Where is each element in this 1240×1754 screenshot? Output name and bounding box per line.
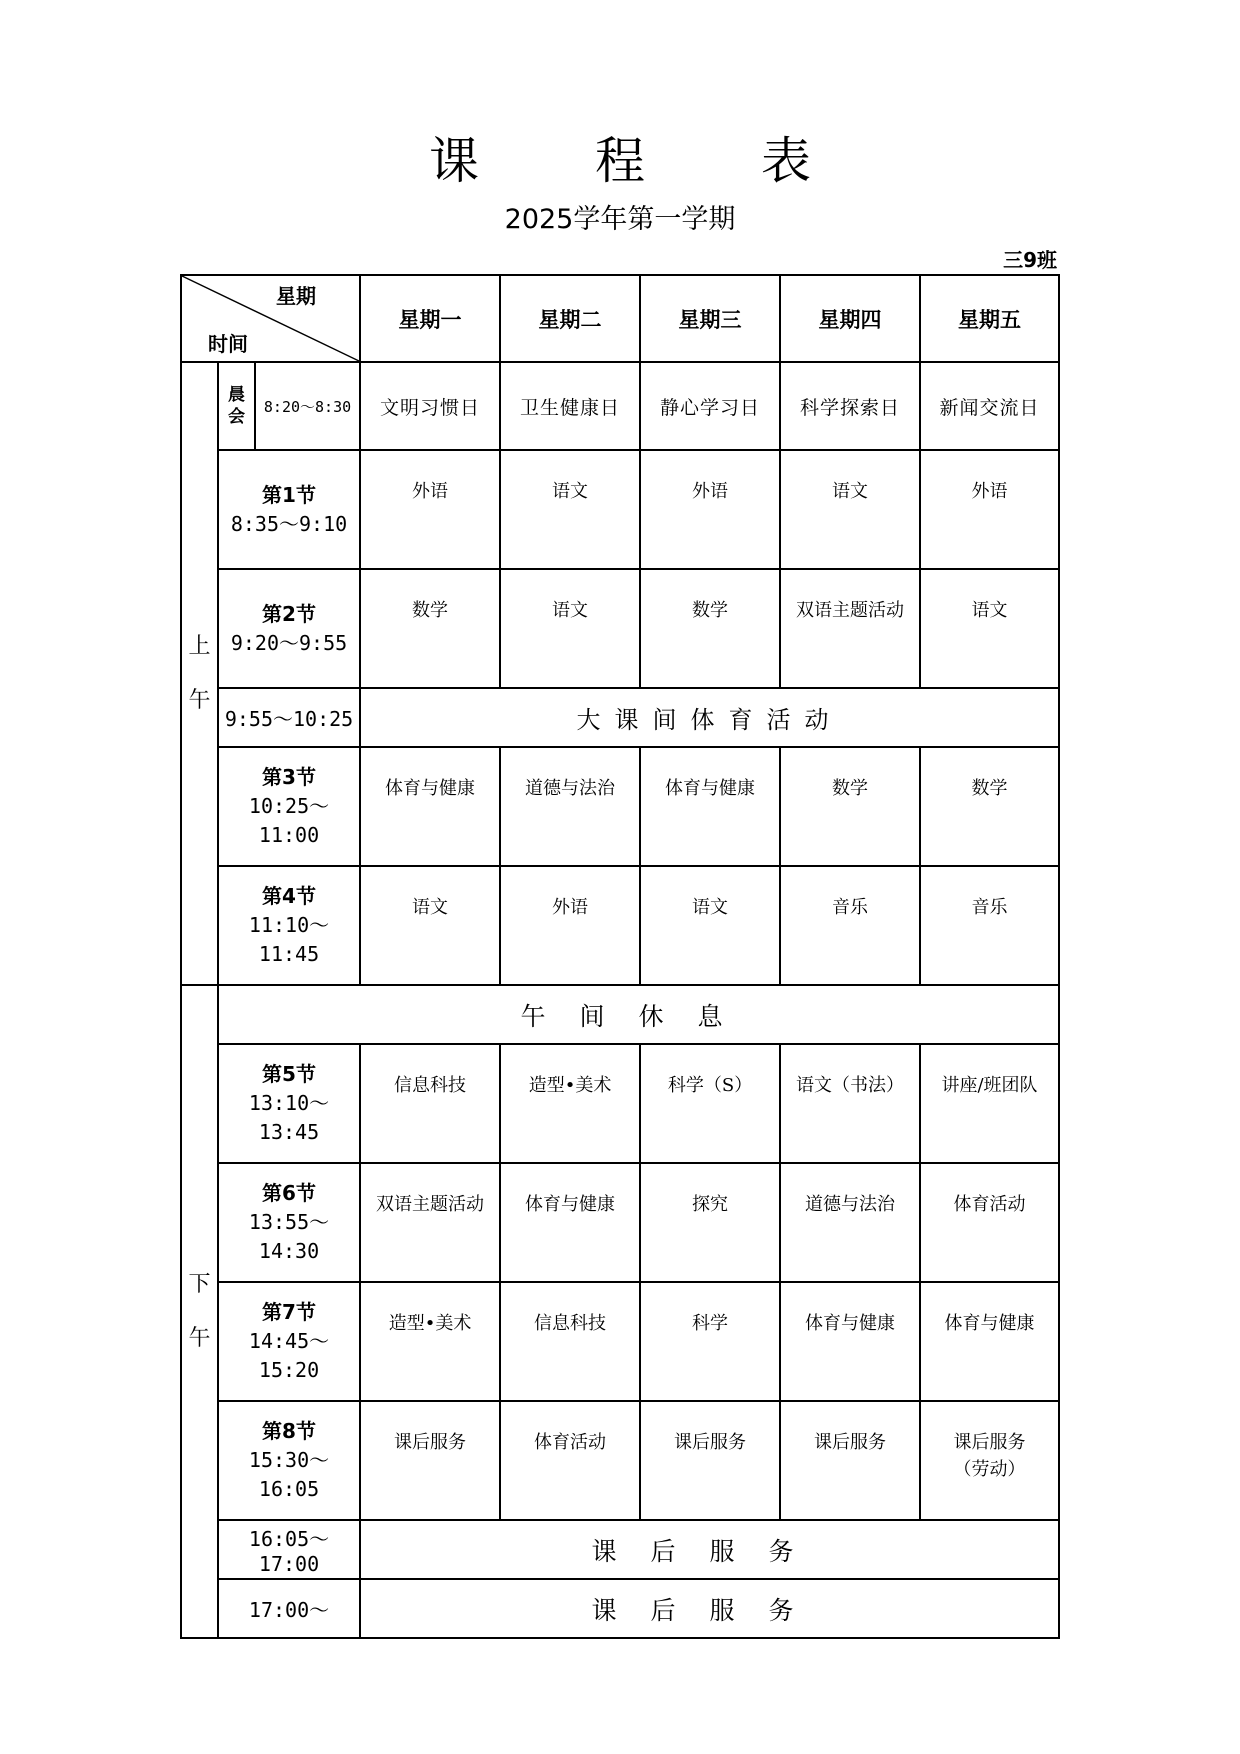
subject-cell: [500, 747, 640, 866]
noon-break-row: [181, 985, 1059, 1044]
period-time: 10:25～11:00: [248, 794, 330, 847]
period-name: 第7节: [262, 1300, 316, 1324]
subject-name: 科学（S）: [667, 1075, 753, 1096]
subject-name: 外语: [692, 481, 729, 502]
page-title: [0, 126, 1240, 196]
day-header: 星期二: [500, 275, 640, 362]
period-label: [218, 1044, 360, 1163]
subject-cell: [500, 450, 640, 569]
period-label: [218, 747, 360, 866]
subject-cell: [640, 450, 780, 569]
big-break-row: [181, 688, 1059, 747]
period-label: [218, 1401, 360, 1520]
morning-meeting-label: [218, 362, 255, 450]
subject-cell: [640, 866, 780, 985]
period-name: 第2节: [262, 601, 316, 626]
subject-name: 数学: [412, 600, 449, 621]
subject-cell: [780, 1401, 920, 1520]
period-row: [181, 1163, 1059, 1282]
subject-cell: [920, 1282, 1059, 1401]
subject-cell: [360, 1044, 500, 1163]
subject-name: 造型•美术: [528, 1075, 612, 1096]
subject-cell: [360, 1401, 500, 1520]
subject-cell: [500, 1401, 640, 1520]
corner-header-cell: [181, 275, 360, 362]
subject-cell: [500, 1044, 640, 1163]
subject-name: 体育与健康: [385, 778, 476, 799]
subject-cell: [780, 866, 920, 985]
subject-cell: [920, 1163, 1059, 1282]
subject-name: 外语: [971, 481, 1008, 502]
afternoon-char: 下: [188, 1271, 211, 1297]
subject-cell: [920, 1044, 1059, 1163]
subject-name: 语文: [692, 897, 729, 918]
subject-note: （劳动）: [953, 1459, 1026, 1480]
class-label: 三9班: [1003, 248, 1057, 272]
period-row: [181, 1401, 1059, 1520]
subject-name: 课后服务: [394, 1432, 467, 1453]
period-name: 第3节: [262, 765, 316, 789]
subject-cell: [640, 747, 780, 866]
after-school-time: 17:00～: [218, 1579, 360, 1638]
subject-name: 外语: [412, 481, 449, 502]
subject-name: 科学: [692, 1313, 729, 1334]
period-label: [218, 866, 360, 985]
subject-name: 数学: [692, 600, 729, 621]
subject-name: 课后服务: [814, 1432, 887, 1453]
after-school-time: 16:05～17:00: [218, 1520, 360, 1579]
meeting-theme: 卫生健康日: [500, 362, 640, 450]
subject-name: 体育活动: [953, 1194, 1026, 1215]
subject-name: 外语: [552, 897, 589, 918]
meeting-theme: 文明习惯日: [360, 362, 500, 450]
subject-name: 信息科技: [394, 1075, 467, 1096]
subject-name: 课后服务: [674, 1432, 747, 1453]
morning-char: 上: [188, 633, 211, 659]
subject-name: 课后服务: [953, 1432, 1026, 1453]
subject-cell: [360, 450, 500, 569]
subject-name: 体育活动: [534, 1432, 607, 1453]
meeting-char: 晨: [228, 385, 245, 405]
period-time: 13:55～14:30: [248, 1210, 330, 1263]
big-break-label: 大课间体育活动: [360, 688, 1059, 747]
semester-subtitle: 2025学年第一学期: [504, 204, 736, 235]
period-time: 8:35～9:10: [230, 511, 348, 536]
meeting-char: 会: [228, 407, 245, 427]
day-header: 星期一: [360, 275, 500, 362]
period-row: [181, 747, 1059, 866]
subject-cell: [780, 1163, 920, 1282]
after-school-label: 课后服务: [360, 1520, 1059, 1579]
period-row: [181, 1044, 1059, 1163]
subject-name: 体育与健康: [805, 1313, 896, 1334]
day-header: 星期四: [780, 275, 920, 362]
big-break-time: 9:55～10:25: [218, 688, 360, 747]
subject-cell: [780, 450, 920, 569]
subject-cell: [360, 569, 500, 688]
subject-name: 双语主题活动: [376, 1194, 485, 1215]
subject-name: 语文: [971, 600, 1008, 621]
subject-name: 语文: [552, 600, 589, 621]
meeting-theme: 静心学习日: [640, 362, 780, 450]
morning-meeting-row: [181, 362, 1059, 450]
subject-cell: [920, 1401, 1059, 1520]
timetable: [180, 274, 1060, 1639]
subject-name: 语文: [552, 481, 589, 502]
meeting-theme: 科学探索日: [780, 362, 920, 450]
subject-cell: [920, 569, 1059, 688]
period-name: 第6节: [262, 1181, 316, 1205]
subject-cell: [360, 1282, 500, 1401]
period-name: 第5节: [262, 1062, 316, 1086]
subject-cell: [920, 450, 1059, 569]
subject-cell: [640, 1282, 780, 1401]
subject-cell: [500, 1282, 640, 1401]
afternoon-label: [181, 985, 218, 1638]
day-header: 星期三: [640, 275, 780, 362]
subject-name: 体育与健康: [525, 1194, 616, 1215]
corner-week-label: 星期: [276, 284, 316, 308]
subject-name: 双语主题活动: [796, 600, 905, 621]
meeting-theme: 新闻交流日: [920, 362, 1059, 450]
period-label: [218, 1163, 360, 1282]
afternoon-char: 午: [188, 1325, 211, 1351]
subject-name: 造型•美术: [388, 1313, 472, 1334]
subject-name: 数学: [832, 778, 869, 799]
period-row: [181, 866, 1059, 985]
subject-name: 语文: [412, 897, 449, 918]
morning-meeting-time: 8:20～8:30: [255, 362, 360, 450]
period-time: 14:45～15:20: [248, 1329, 330, 1382]
subject-name: 探究: [692, 1194, 729, 1215]
morning-label: [181, 362, 218, 985]
after-school-label: 课后服务: [360, 1579, 1059, 1638]
period-time: 9:20～9:55: [230, 630, 348, 655]
subject-cell: [360, 866, 500, 985]
period-label: [218, 1282, 360, 1401]
period-row: [181, 1282, 1059, 1401]
subject-name: 数学: [971, 778, 1008, 799]
morning-char: 午: [188, 687, 211, 713]
subject-cell: [640, 569, 780, 688]
day-header: 星期五: [920, 275, 1059, 362]
period-name: 第1节: [262, 482, 316, 507]
subject-cell: [500, 1163, 640, 1282]
after-school-row: [181, 1520, 1059, 1579]
subject-name: 语文: [832, 481, 869, 502]
subject-cell: [360, 1163, 500, 1282]
subject-name: 体育与健康: [665, 778, 756, 799]
subject-cell: [920, 866, 1059, 985]
title-char: 课: [429, 132, 479, 190]
header-row: [181, 275, 1059, 362]
subject-cell: [780, 1044, 920, 1163]
subject-cell: [500, 569, 640, 688]
noon-break-label: 午间休息: [218, 985, 1059, 1044]
period-name: 第8节: [262, 1419, 316, 1443]
title-char: 程: [595, 132, 645, 190]
subject-cell: [920, 747, 1059, 866]
subject-name: 体育与健康: [944, 1313, 1035, 1334]
subject-name: 道德与法治: [805, 1194, 896, 1215]
subject-cell: [640, 1401, 780, 1520]
subject-cell: [780, 569, 920, 688]
period-row: [181, 450, 1059, 569]
after-school-row: [181, 1579, 1059, 1638]
subject-name: 讲座/班团队: [941, 1075, 1038, 1096]
subject-name: 道德与法治: [525, 778, 616, 799]
subject-name: 信息科技: [534, 1313, 607, 1334]
subject-cell: [780, 747, 920, 866]
subject-cell: [360, 747, 500, 866]
period-time: 13:10～13:45: [248, 1091, 330, 1144]
title-char: 表: [761, 132, 811, 190]
subject-cell: [640, 1044, 780, 1163]
period-time: 15:30～16:05: [248, 1448, 330, 1501]
period-time: 11:10～11:45: [248, 913, 330, 966]
corner-time-label: 时间: [208, 332, 248, 356]
subject-name: 音乐: [971, 897, 1008, 918]
subject-cell: [640, 1163, 780, 1282]
subject-cell: [500, 866, 640, 985]
period-label: [218, 569, 360, 688]
subject-cell: [780, 1282, 920, 1401]
subject-name: 语文（书法）: [796, 1075, 905, 1096]
period-label: [218, 450, 360, 569]
subject-name: 音乐: [832, 897, 869, 918]
period-name: 第4节: [262, 884, 316, 908]
period-row: [181, 569, 1059, 688]
